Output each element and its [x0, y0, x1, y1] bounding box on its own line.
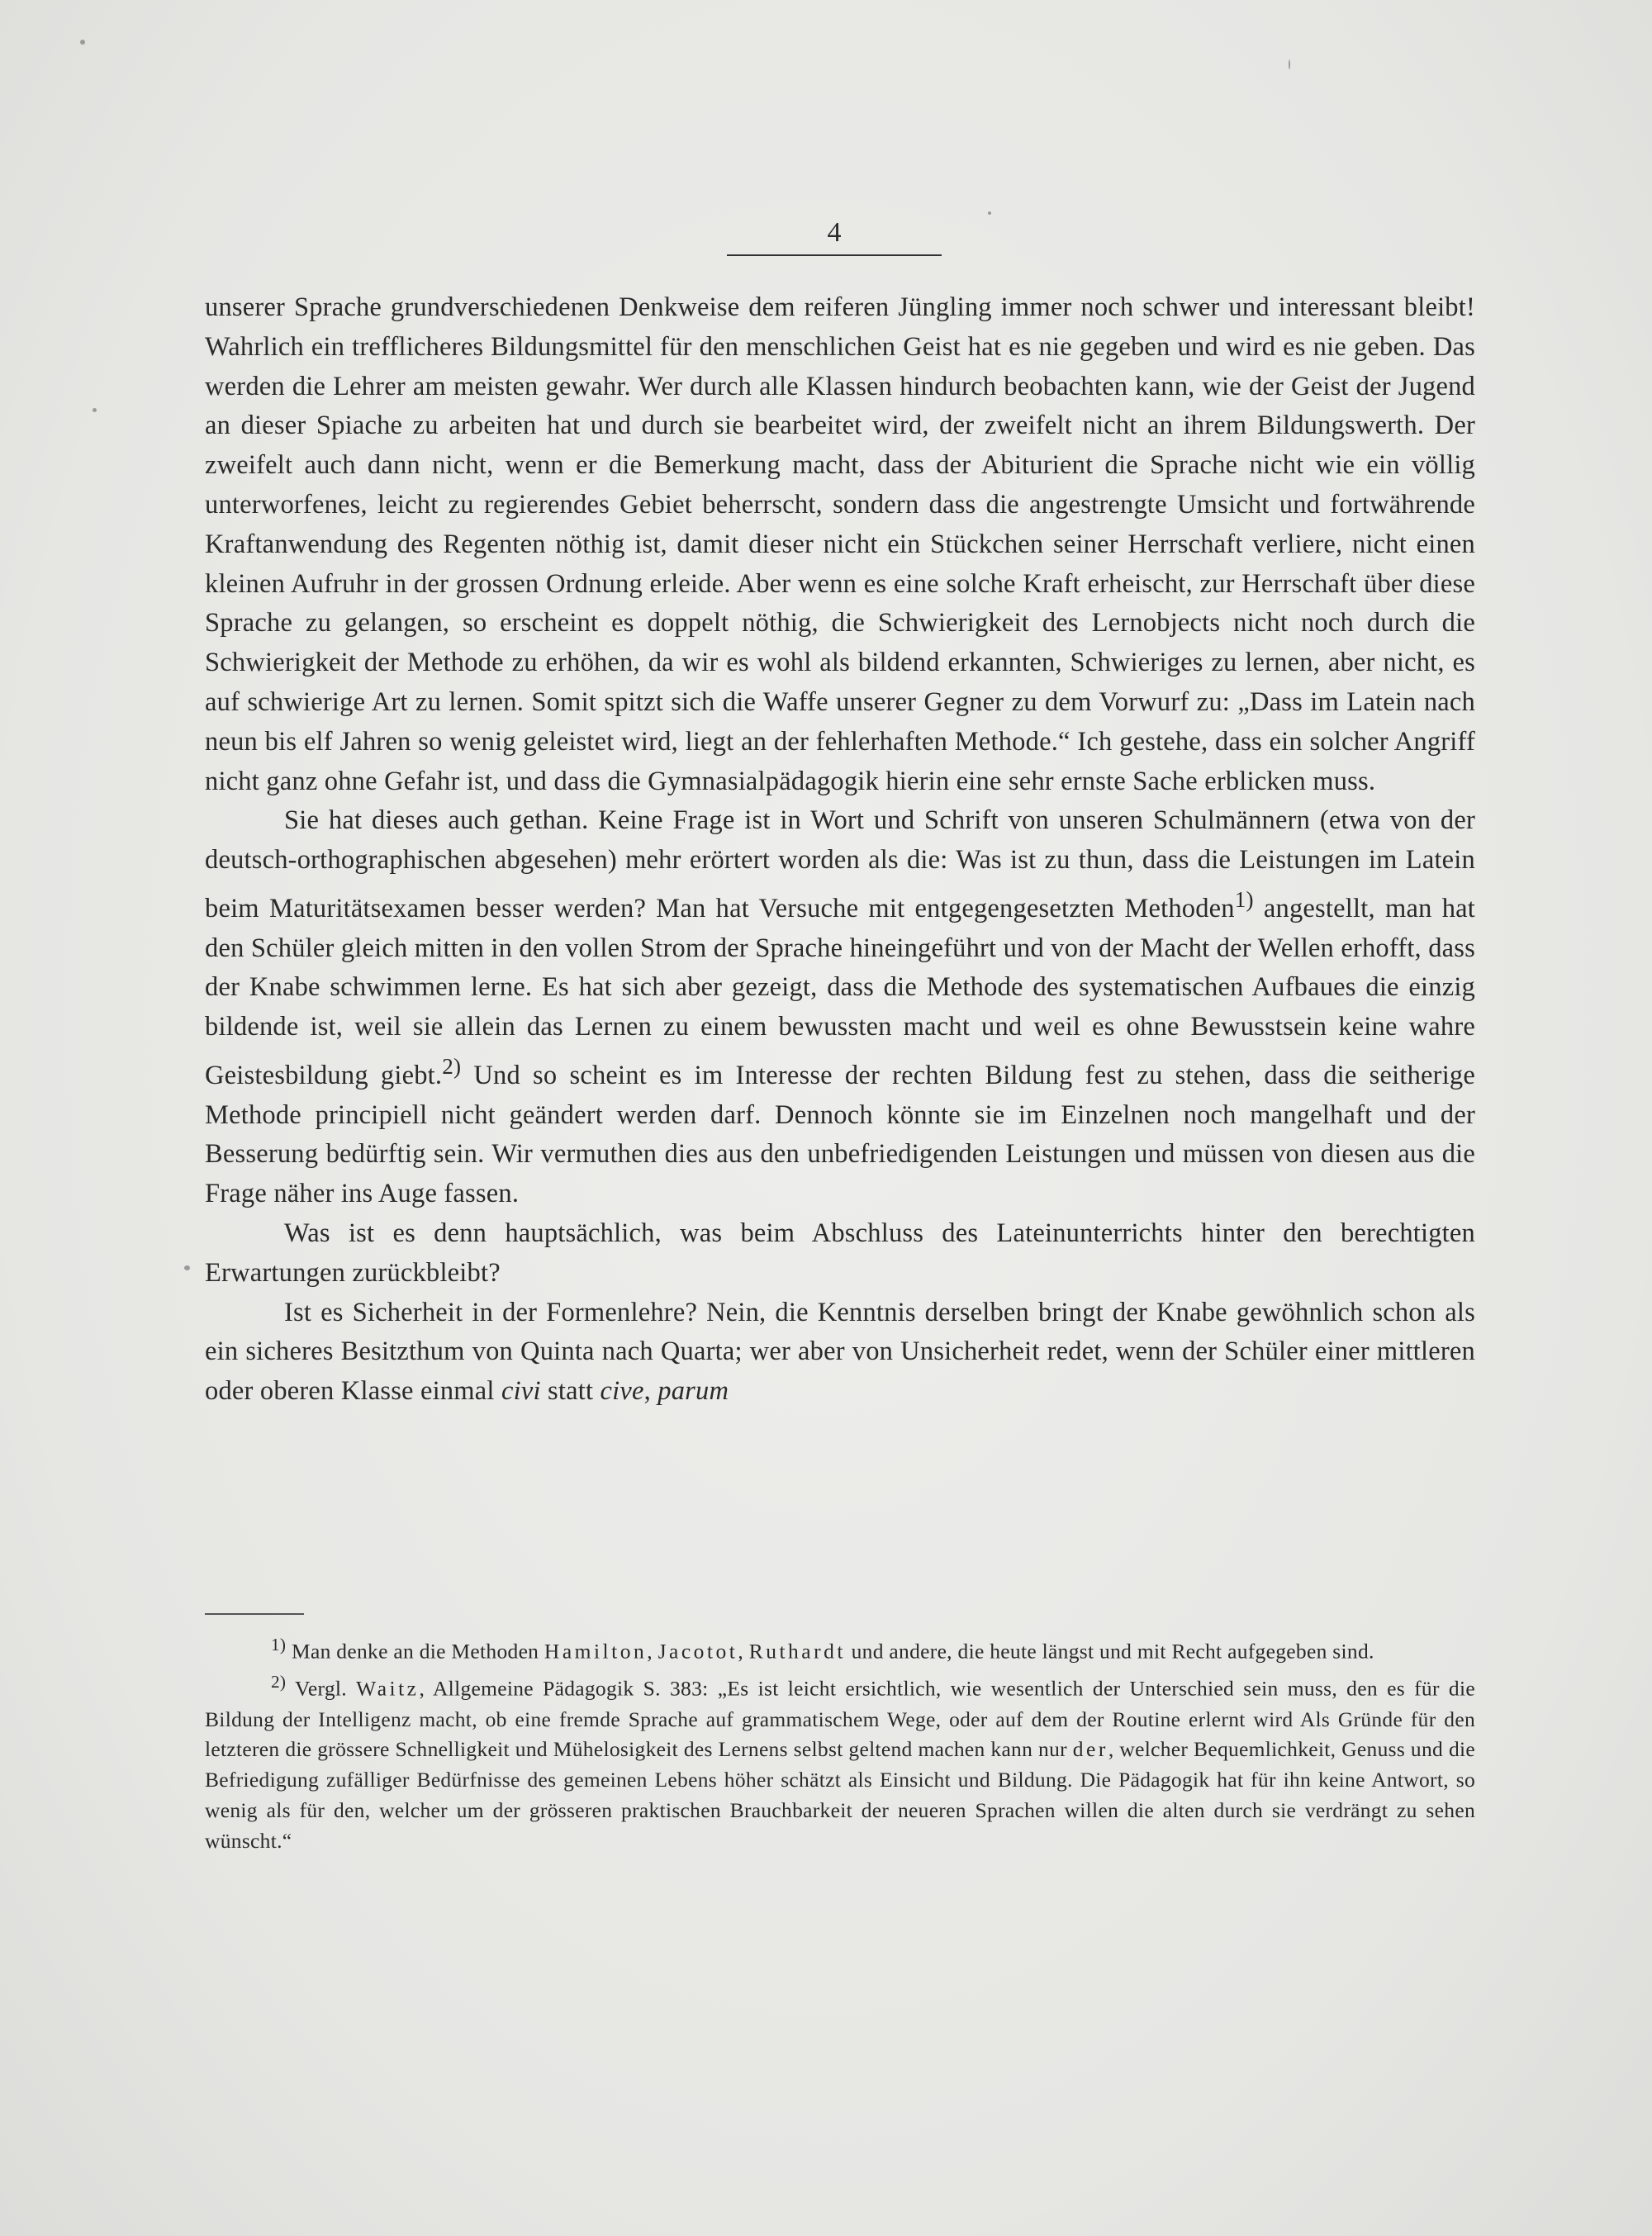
footnotes [205, 1630, 1475, 1857]
scan-speck [1289, 59, 1290, 69]
footnote-1-name-hamilton: Hamilton [544, 1639, 648, 1664]
latin-word-cive: cive [600, 1376, 644, 1407]
footnote-divider [205, 1613, 304, 1615]
footnote-ref-2: 2) [442, 1053, 462, 1079]
footnote-1-text-a: Man denke an die Methoden [286, 1639, 544, 1664]
scan-speck [988, 211, 991, 215]
paragraph-2-text-b: angestellt, man hat den Schüler gleich mitten in den vollen Strom der Sprache hineingeführt und von der Macht der Wellen erhofft, dass der Knabe schwimmen lerne. Es hat sich aber gezeigt, dass die Methode des systematischen Aufbaues die einzig bildende ist, weil sie allein das Lernen zu einem bewussten macht und weil es ohne Bewusstsein keine wahre Geistesbildung giebt. [205, 893, 1476, 1090]
latin-word-civi: civi [501, 1376, 541, 1407]
footnote-ref-1: 1) [1234, 886, 1254, 912]
footnote-1-marker: 1) [271, 1635, 287, 1654]
paragraph-1: unserer Sprache grundverschiedenen Denkweise dem reiferen Jüngling immer noch schwer und interessant bleibt! Wahrlich ein trefflicheres Bildungsmittel für den menschlichen Geist hat es nie gegeben und wird es nie geben. Das werden die Lehrer am meisten gewahr. Wer durch alle Klassen hindurch beobachten kann, wie der Geist der Jugend an dieser Spiache zu arbeiten hat und durch sie bearbeitet wird, der zweifelt nicht an ihrem Bildungswerth. Der zweifelt auch dann nicht, wenn er die Bemerkung macht, dass der Abiturient die Sprache nicht wie ein völlig unterworfenes, leicht zu regierendes Gebiet beherrscht, sondern dass die angestrengte Umsicht und fortwährende Kraftanwendung des Regenten nöthig ist, damit dieser nicht ein Stückchen seiner Herrschaft verliere, nicht einen kleinen Aufruhr in der grossen Ordnung erleide. Aber wenn es eine solche Kraft erheischt, zur Herrschaft über diese Sprache zu gelangen, so erscheint es doppelt nöthig, die Schwierigkeit des Lernobjects nicht noch durch die Schwierigkeit der Methode zu erhöhen, da wir es wohl als bildend erkannten, Schwieriges zu lernen, aber nicht, es auf schwierige Art zu lernen. Somit spitzt sich die Waffe unserer Gegner zu dem Vorwurf zu: „Dass im Latein nach neun bis elf Jahren so wenig geleistet wird, liegt an der fehlerhaften Methode.“ Ich gestehe, dass ein solcher Angriff nicht ganz ohne Gefahr ist, und dass die Gymnasialpädagogik hierin eine sehr ernste Sache erblicken muss. [205, 292, 1475, 796]
footnote-2-text-c: , welcher Bequemlichkeit, Genuss und die Befriedigung zufälliger Bedürfnisse des gemeinen Lebens höher schätzt als Einsicht und Bildung. Die Pädagogik hat für ihn keine Antwort, so wenig als für den, welcher um der grösseren praktischen Brauchbarkeit der neueren Sprachen willen die alten durch sie verdrängt zu sehen wünscht.“ [205, 1737, 1475, 1853]
paragraph-4-comma: , [643, 1376, 658, 1407]
paragraph-2-text-a: Sie hat dieses auch gethan. Keine Frage ist in Wort und Schrift von unseren Schulmännern (etwa von der deutsch-orthographischen abgesehen) mehr erörtert worden als die: Was ist zu thun, dass die Leistungen im Latein beim Maturitätsexamen besser werden? Man hat Versuche mit entgegengesetzten Methoden [205, 805, 1475, 923]
paragraph-4-text-b: statt [540, 1376, 601, 1407]
scan-speck [80, 40, 85, 45]
footnote-1-sep-1: , [647, 1639, 658, 1664]
footnote-1-sep-2: , [738, 1639, 749, 1664]
paragraph-2 [205, 801, 1475, 1214]
paragraph-2-text-c: Und so scheint es im Interesse der rechten Bildung fest zu stehen, dass die seitherige Methode principiell nicht geändert werden darf. Dennoch könnte sie im Einzelnen noch mangelhaft und der Besserung bedürftig sein. Wir vermuthen dies aus den unbefriedigenden Leistungen und müssen von diesen aus die Frage näher ins Auge fassen. [205, 1060, 1476, 1209]
footnote-2-spaced-der: der [1072, 1737, 1108, 1762]
main-text [205, 288, 1475, 1412]
footnote-1-text-b: und andere, die heute längst und mit Recht aufgegeben sind. [845, 1639, 1374, 1664]
footnote-1 [205, 1630, 1475, 1667]
latin-word-parum: parum [657, 1376, 729, 1407]
footnote-1-name-jacotot: Jacotot [657, 1639, 738, 1664]
footnote-2-text-b: , Allgemeine Pädagogik S. 383: „Es ist leicht ersichtlich, wie wesentlich der Unterschied sein muss, den es für die Bildung der Intelligenz macht, ob eine fremde Sprache auf grammatischem Wege, oder auf dem der Routine erlernt wird Als Gründe für den letzteren die grössere Schnelligkeit und Mühelosigkeit des Lernens selbst geltend machen kann nur [205, 1676, 1475, 1762]
footnote-2 [205, 1667, 1475, 1856]
paragraph-4 [205, 1294, 1475, 1412]
footnote-2-name-waitz: Waitz [356, 1676, 420, 1701]
paragraph-3: Was ist es denn hauptsächlich, was beim Abschluss des Lateinunterrichts hinter den berechtigten Erwartungen zurückbleibt? [205, 1218, 1475, 1288]
footnote-2-text-a: Vergl. [286, 1676, 357, 1701]
paragraph-4-text-a: Ist es Sicherheit in der Formenlehre? Nein, die Kenntnis derselben bringt der Knabe gewöhnlich schon als ein sicheres Besitzthum von Quinta nach Quarta; wer aber von Unsicherheit redet, wenn der Schüler einer mittleren oder oberen Klasse einmal [205, 1297, 1475, 1407]
page-number: 4 [727, 216, 942, 256]
scan-speck [93, 408, 97, 412]
footnote-1-name-ruthardt: Ruthardt [748, 1639, 846, 1664]
scan-speck [184, 1265, 190, 1270]
footnote-2-marker: 2) [271, 1672, 287, 1692]
